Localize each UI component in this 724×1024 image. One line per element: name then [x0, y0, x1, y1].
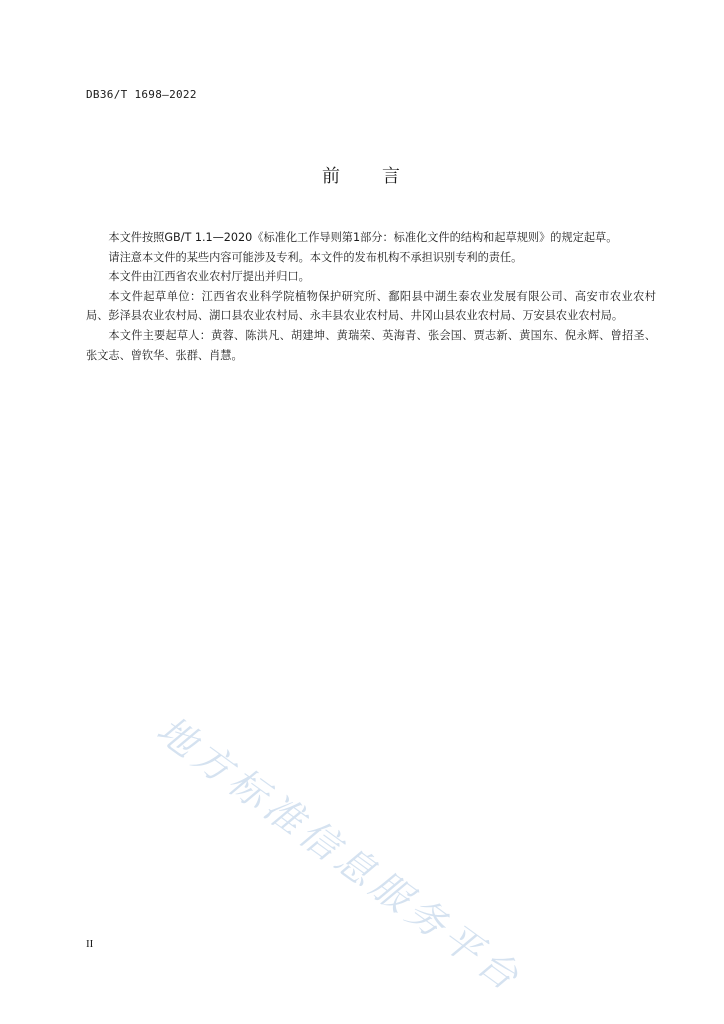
page-title: [0, 162, 724, 188]
paragraph-proposer: 本文件由江西省农业农村厅提出并归口。: [108, 270, 310, 284]
page-number: II: [86, 938, 94, 950]
paragraph-patent-notice: 请注意本文件的某些内容可能涉及专利。本文件的发布机构不承担识别专利的责任。: [108, 250, 523, 264]
paragraph-drafters: 本文件主要起草人：黄蓉、陈洪凡、胡建坤、黄瑞荣、英海青、张会国、贾志新、黄国东、倪永辉、曾招圣、张文志、曾钦华、张群、肖慧。: [86, 328, 656, 362]
watermark: 地方标准信息服务平台: [148, 707, 531, 1002]
title-char-1: 前: [322, 166, 342, 187]
title-char-2: 言: [382, 166, 402, 187]
document-code: DB36/T 1698—2022: [86, 88, 197, 101]
paragraph-drafting-units: 本文件起草单位：江西省农业科学院植物保护研究所、鄱阳县中湖生泰农业发展有限公司、高安市农业农村局、彭泽县农业农村局、湖口县农业农村局、永丰县农业农村局、井冈山县农业农村局、万安县农业农村局。: [86, 289, 656, 323]
paragraph-standard-reference: 本文件按照GB/T 1.1—2020《标准化工作导则第1部分：标准化文件的结构和起草规则》的规定起草。: [108, 231, 618, 244]
foreword-body: [86, 228, 656, 365]
